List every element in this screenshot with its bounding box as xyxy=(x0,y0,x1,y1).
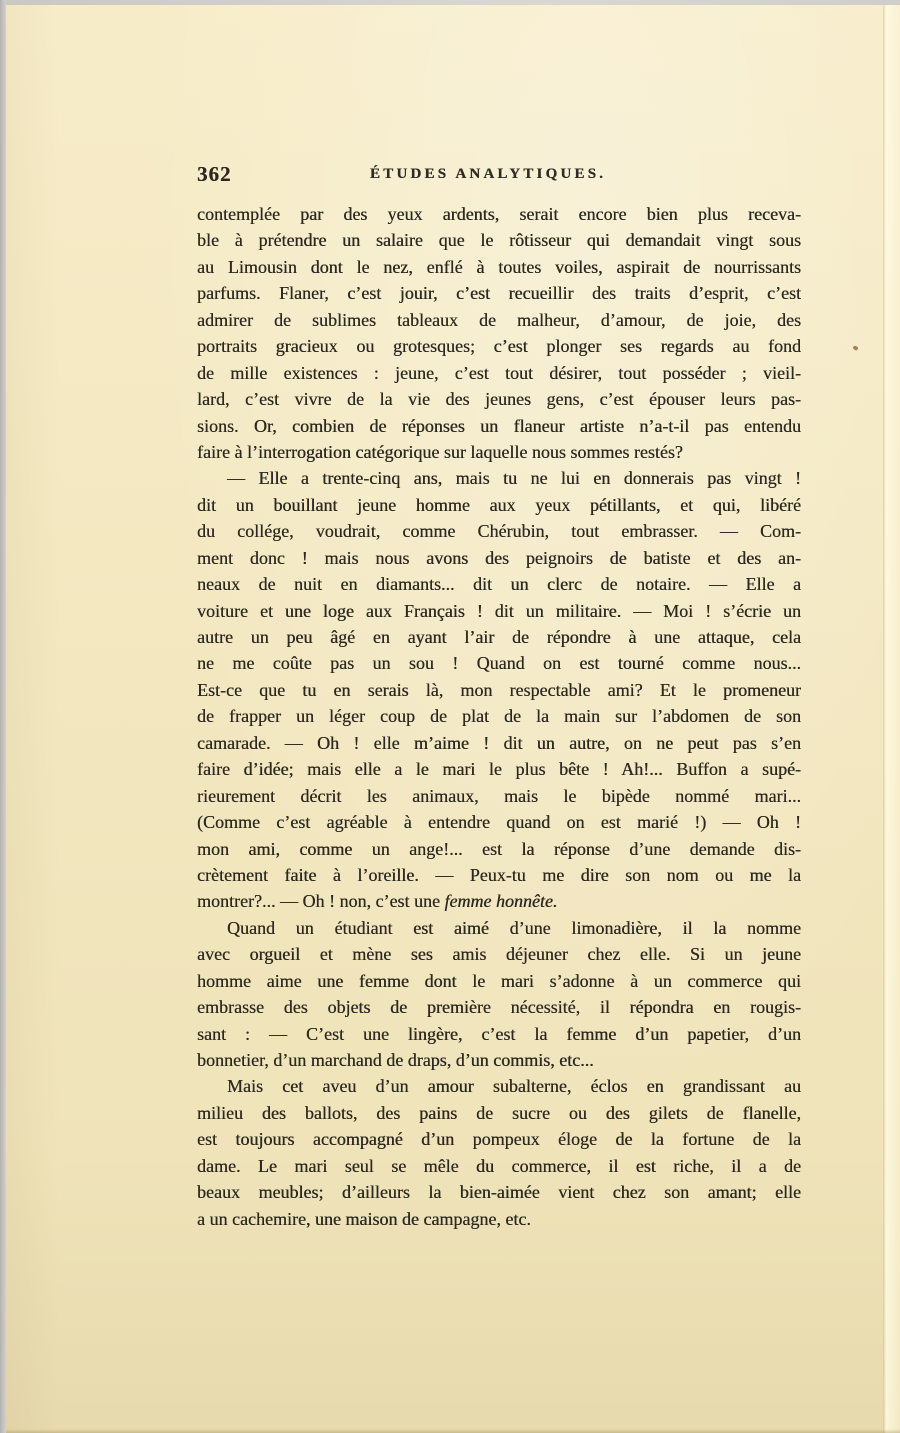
text-segment: homme aime une femme dont le mari s’adonne à un commerce qui xyxy=(197,970,801,991)
text-segment: de frapper un léger coup de plat de la main sur l’abdomen de son xyxy=(197,706,801,727)
text-segment: neaux de nuit en diamants... dit un clerc de notaire. — Elle a xyxy=(197,574,801,595)
text-line xyxy=(197,756,801,782)
text-line xyxy=(197,968,801,994)
text-segment: au Limousin dont le nez, enflé à toutes voiles, aspirait de nourrissants xyxy=(197,256,801,277)
text-segment: Est-ce que tu en serais là, mon respectable ami? Et le promeneur xyxy=(197,679,801,700)
text-segment: avec orgueil et mène ses amis déjeuner chez elle. Si un jeune xyxy=(197,944,801,965)
text-segment: parfums. Flaner, c’est jouir, c’est recueillir des traits d’esprit, c’est xyxy=(197,283,801,304)
text-segment: crètement faite à l’oreille. — Peux-tu me dire son nom ou me la xyxy=(197,864,801,885)
text-line xyxy=(197,783,801,809)
text-segment: — Elle a trente-cinq ans, mais tu ne lui en donnerais pas vingt ! xyxy=(227,468,801,489)
text-line xyxy=(197,571,801,597)
text-segment: contemplée par des yeux ardents, serait encore bien plus receva- xyxy=(197,204,801,224)
text-line xyxy=(197,280,801,306)
text-line xyxy=(197,1153,801,1179)
text-segment: (Comme c’est agréable à entendre quand on est marié !) — Oh ! xyxy=(197,812,801,833)
text-line xyxy=(197,994,801,1020)
text-segment: dame. Le mari seul se mêle du commerce, il est riche, il a de xyxy=(197,1155,801,1176)
text-segment: bonnetier, d’un marchand de draps, d’un commis, etc... xyxy=(197,1050,594,1070)
text-segment: rieurement décrit les animaux, mais le bipède nommé mari... xyxy=(197,785,801,806)
text-segment: Mais cet aveu d’un amour subalterne, éclos en grandissant au xyxy=(227,1076,801,1097)
text-segment: est toujours accompagné d’un pompeux éloge de la fortune de la xyxy=(197,1129,801,1150)
text-line xyxy=(197,1047,801,1073)
text-line xyxy=(197,465,801,491)
text-line xyxy=(197,836,801,862)
text-segment: Quand un étudiant est aimé d’une limonadière, il la nomme xyxy=(227,917,801,938)
text-segment: a un cachemire, une maison de campagne, etc. xyxy=(197,1208,531,1229)
text-line xyxy=(197,1179,801,1205)
text-line xyxy=(197,545,801,571)
text-line xyxy=(197,386,801,412)
running-title: ÉTUDES ANALYTIQUES. xyxy=(369,166,607,182)
text-segment: beaux meubles; d’ailleurs la bien-aimée vient chez son amant; elle xyxy=(197,1182,801,1203)
page-text xyxy=(197,201,801,1232)
text-line xyxy=(197,1126,801,1152)
text-line xyxy=(197,413,801,439)
text-segment: milieu des ballots, des pains de sucre ou des gilets de flanelle, xyxy=(197,1102,801,1123)
text-line xyxy=(197,1021,801,1047)
text-segment: ment donc ! mais nous avons des peignoirs de batiste et des an- xyxy=(197,547,801,568)
text-line xyxy=(197,1073,801,1099)
text-line xyxy=(197,730,801,756)
text-segment: du collége, voudrait, comme Chérubin, tout embrasser. — Com- xyxy=(197,521,801,542)
page-bottom-shadow xyxy=(6,1429,900,1433)
text-line xyxy=(197,888,801,914)
text-segment: voiture et une loge aux Français ! dit un militaire. — Moi ! s’écrie un xyxy=(197,600,801,621)
text-line xyxy=(197,201,801,227)
text-line xyxy=(197,915,801,941)
text-line xyxy=(197,492,801,518)
text-segment: embrasse des objets de première nécessité, il répondra en rougis- xyxy=(197,997,801,1018)
text-line xyxy=(197,941,801,967)
text-line xyxy=(197,333,801,359)
book-page xyxy=(6,5,900,1433)
text-line xyxy=(197,227,801,253)
text-segment: dit un bouillant jeune homme aux yeux pétillants, et qui, libéré xyxy=(197,494,801,515)
text-segment: de mille existences : jeune, c’est tout désirer, tout posséder ; vieil- xyxy=(197,362,801,383)
ink-speck xyxy=(852,345,858,351)
page-fold-line xyxy=(883,5,900,1433)
text-segment: montrer?... — Oh ! non, c’est une xyxy=(197,891,445,912)
text-line xyxy=(197,703,801,729)
text-segment: portraits gracieux ou grotesques; c’est plonger ses regards au fond xyxy=(197,336,801,357)
text-segment: sant : — C’est une lingère, c’est la femme d’un papetier, d’un xyxy=(197,1023,801,1044)
text-segment: autre un peu âgé en ayant l’air de répondre à une attaque, cela xyxy=(197,627,801,647)
text-line xyxy=(197,862,801,888)
text-segment: sions. Or, combien de réponses un flaneur artiste n’a-t-il pas entendu xyxy=(197,415,801,436)
text-segment: mon ami, comme un ange!... est la réponse d’une demande dis- xyxy=(197,838,801,859)
text-line xyxy=(197,650,801,676)
text-line xyxy=(197,254,801,280)
text-segment: camarade. — Oh ! elle m’aime ! dit un autre, on ne peut pas s’en xyxy=(197,732,801,753)
text-segment: admirer de sublimes tableaux de malheur, d’amour, de joie, des xyxy=(197,309,801,330)
page-number: 362 xyxy=(197,162,232,186)
text-segment: faire d’idée; mais elle a le mari le plus bête ! Ah!... Buffon a supé- xyxy=(197,759,801,780)
text-line xyxy=(197,598,801,624)
text-segment: ble à prétendre un salaire que le rôtisseur qui demandait vingt sous xyxy=(197,230,801,251)
text-segment: ne me coûte pas un sou ! Quand on est tourné comme nous... xyxy=(197,653,801,674)
text-line xyxy=(197,360,801,386)
text-line xyxy=(197,439,801,465)
text-line xyxy=(197,677,801,703)
text-line xyxy=(197,624,801,650)
italic-text-segment: femme honnête. xyxy=(444,891,558,912)
text-line xyxy=(197,518,801,544)
page-header xyxy=(6,160,900,190)
text-segment: faire à l’interrogation catégorique sur laquelle nous sommes restés? xyxy=(197,441,683,462)
text-line xyxy=(197,1100,801,1126)
text-line xyxy=(197,1206,801,1232)
text-line xyxy=(197,809,801,835)
text-line xyxy=(197,307,801,333)
text-segment: lard, c’est vivre de la vie des jeunes gens, c’est épouser leurs pas- xyxy=(197,389,801,410)
